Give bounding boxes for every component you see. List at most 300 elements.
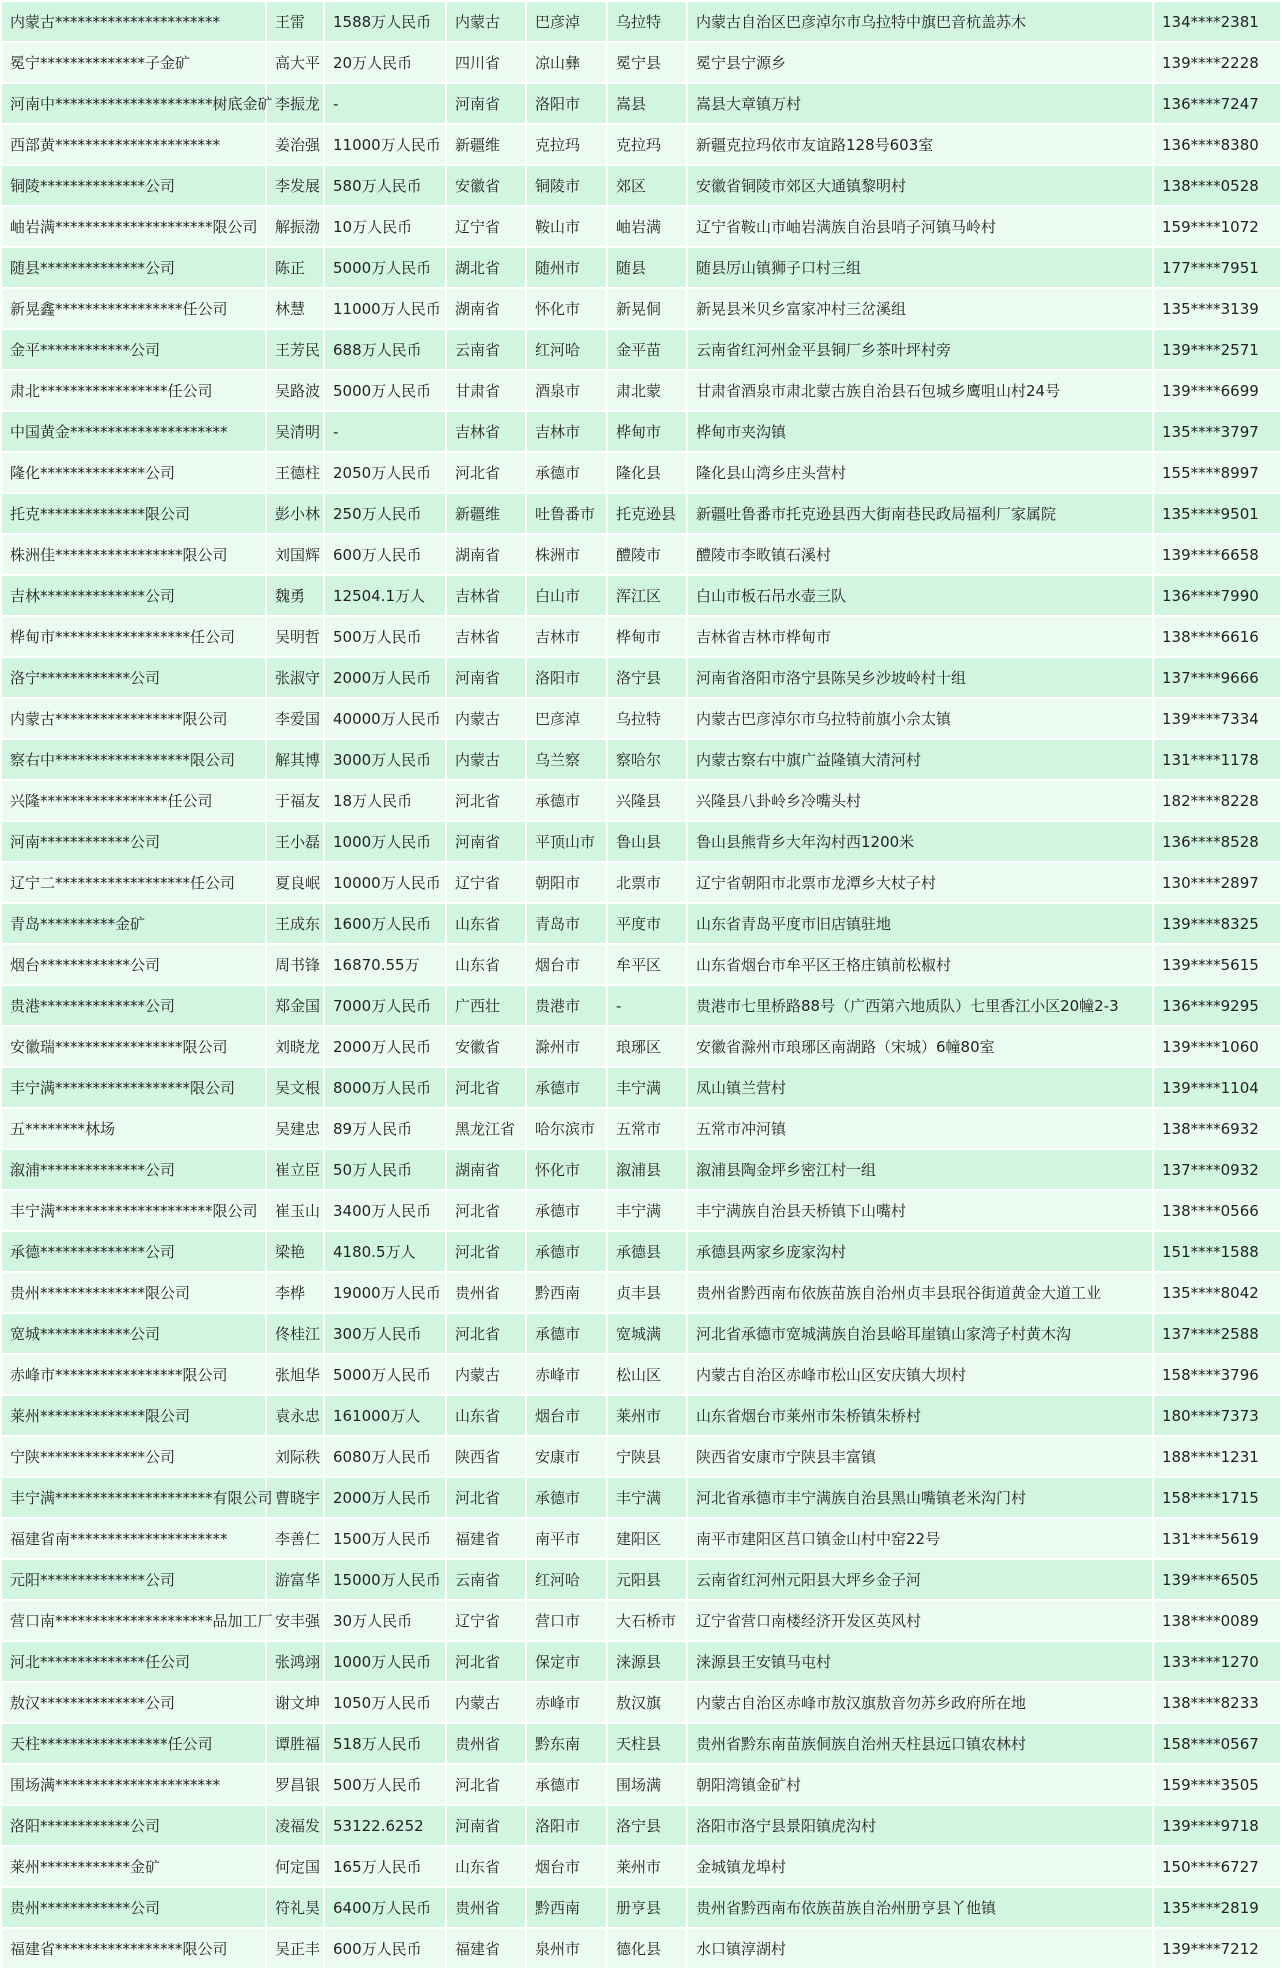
legal-person-cell: 高大平 — [266, 42, 324, 83]
company-name-cell: 丰宁满******************限公司 — [1, 1067, 266, 1108]
city-cell: 吐鲁番市 — [526, 493, 607, 534]
address-cell: 随县厉山镇狮子口村三组 — [687, 247, 1153, 288]
phone-cell: 136****9295 — [1153, 985, 1281, 1026]
table-row — [1, 411, 1281, 452]
province-cell: 陕西省 — [446, 1436, 526, 1477]
company-name-cell: 肃北*****************任公司 — [1, 370, 266, 411]
legal-person-cell: 李爱国 — [266, 698, 324, 739]
legal-person-cell: 崔玉山 — [266, 1190, 324, 1231]
table-row — [1, 985, 1281, 1026]
company-name-cell: 内蒙古********************** — [1, 1, 266, 42]
province-cell: 湖南省 — [446, 1149, 526, 1190]
legal-person-cell: 王小磊 — [266, 821, 324, 862]
province-cell: 四川省 — [446, 42, 526, 83]
table-row — [1, 42, 1281, 83]
company-name-cell: 河南中*********************树底金矿 — [1, 83, 266, 124]
registered-capital-cell: 580万人民币 — [324, 165, 446, 206]
company-name-cell: 宽城************公司 — [1, 1313, 266, 1354]
phone-cell: 139****8325 — [1153, 903, 1281, 944]
province-cell: 安徽省 — [446, 165, 526, 206]
province-cell: 湖北省 — [446, 247, 526, 288]
table-row — [1, 1190, 1281, 1231]
legal-person-cell: 游富华 — [266, 1559, 324, 1600]
city-cell: 赤峰市 — [526, 1682, 607, 1723]
table-row — [1, 1764, 1281, 1805]
address-cell: 水口镇淳湖村 — [687, 1928, 1153, 1969]
registered-capital-cell: 10万人民币 — [324, 206, 446, 247]
address-cell: 辽宁省鞍山市岫岩满族自治县哨子河镇马岭村 — [687, 206, 1153, 247]
province-cell: 内蒙古 — [446, 1354, 526, 1395]
address-cell: 辽宁省营口南楼经济开发区英风村 — [687, 1600, 1153, 1641]
province-cell: 河北省 — [446, 1764, 526, 1805]
province-cell: 河南省 — [446, 83, 526, 124]
legal-person-cell: 刘晓龙 — [266, 1026, 324, 1067]
address-cell: 金城镇龙埠村 — [687, 1846, 1153, 1887]
registered-capital-cell: 8000万人民币 — [324, 1067, 446, 1108]
company-name-cell: 冕宁**************子金矿 — [1, 42, 266, 83]
registered-capital-cell: 518万人民币 — [324, 1723, 446, 1764]
city-cell: 赤峰市 — [526, 1354, 607, 1395]
city-cell: 巴彦淖 — [526, 698, 607, 739]
phone-cell: 180****7373 — [1153, 1395, 1281, 1436]
address-cell: 内蒙古自治区赤峰市敖汉旗敖音勿苏乡政府所在地 — [687, 1682, 1153, 1723]
legal-person-cell: 谢文坤 — [266, 1682, 324, 1723]
county-cell: 乌拉特 — [607, 1, 687, 42]
legal-person-cell: 吴正丰 — [266, 1928, 324, 1969]
address-cell: 南平市建阳区莒口镇金山村中窑22号 — [687, 1518, 1153, 1559]
legal-person-cell: 何定国 — [266, 1846, 324, 1887]
province-cell: 云南省 — [446, 329, 526, 370]
province-cell: 内蒙古 — [446, 1682, 526, 1723]
legal-person-cell: 周书锋 — [266, 944, 324, 985]
city-cell: 泉州市 — [526, 1928, 607, 1969]
company-name-cell: 河南************公司 — [1, 821, 266, 862]
province-cell: 内蒙古 — [446, 739, 526, 780]
province-cell: 山东省 — [446, 1395, 526, 1436]
city-cell: 安康市 — [526, 1436, 607, 1477]
table-row — [1, 1477, 1281, 1518]
address-cell: 新晃县米贝乡富家冲村三岔溪组 — [687, 288, 1153, 329]
legal-person-cell: 李善仁 — [266, 1518, 324, 1559]
phone-cell: 135****8042 — [1153, 1272, 1281, 1313]
company-name-cell: 福建省*****************限公司 — [1, 1928, 266, 1969]
phone-cell: 137****2588 — [1153, 1313, 1281, 1354]
legal-person-cell: 刘国辉 — [266, 534, 324, 575]
county-cell: 宁陕县 — [607, 1436, 687, 1477]
county-cell: 克拉玛 — [607, 124, 687, 165]
legal-person-cell: 郑金国 — [266, 985, 324, 1026]
legal-person-cell: 解其博 — [266, 739, 324, 780]
company-name-cell: 桦甸市******************任公司 — [1, 616, 266, 657]
phone-cell: 159****1072 — [1153, 206, 1281, 247]
company-name-cell: 敖汉**************公司 — [1, 1682, 266, 1723]
province-cell: 广西壮 — [446, 985, 526, 1026]
company-name-cell: 金平************公司 — [1, 329, 266, 370]
registered-capital-cell: 688万人民币 — [324, 329, 446, 370]
phone-cell: 139****1104 — [1153, 1067, 1281, 1108]
city-cell: 承德市 — [526, 1190, 607, 1231]
company-name-cell: 天柱*****************任公司 — [1, 1723, 266, 1764]
company-name-cell: 丰宁满*********************限公司 — [1, 1190, 266, 1231]
city-cell: 吉林市 — [526, 616, 607, 657]
phone-cell: 138****6616 — [1153, 616, 1281, 657]
table-row — [1, 1887, 1281, 1928]
company-name-cell: 青岛**********金矿 — [1, 903, 266, 944]
address-cell: 贵州省黔西南布依族苗族自治州贞丰县珉谷街道黄金大道工业 — [687, 1272, 1153, 1313]
address-cell: 新疆克拉玛依市友谊路128号603室 — [687, 124, 1153, 165]
county-cell: 新晃侗 — [607, 288, 687, 329]
county-cell: 莱州市 — [607, 1846, 687, 1887]
table-row — [1, 821, 1281, 862]
phone-cell: 177****7951 — [1153, 247, 1281, 288]
table-row — [1, 83, 1281, 124]
address-cell: 云南省红河州金平县铜厂乡茶叶坪村旁 — [687, 329, 1153, 370]
address-cell: 河北省承德市宽城满族自治县峪耳崖镇山家湾子村黄木沟 — [687, 1313, 1153, 1354]
address-cell: 鲁山县熊背乡大年沟村西1200米 — [687, 821, 1153, 862]
legal-person-cell: 姜治强 — [266, 124, 324, 165]
legal-person-cell: 王雷 — [266, 1, 324, 42]
legal-person-cell: 吴明哲 — [266, 616, 324, 657]
company-name-cell: 随县**************公司 — [1, 247, 266, 288]
city-cell: 营口市 — [526, 1600, 607, 1641]
phone-cell: 158****1715 — [1153, 1477, 1281, 1518]
address-cell: 隆化县山湾乡庄头营村 — [687, 452, 1153, 493]
city-cell: 克拉玛 — [526, 124, 607, 165]
city-cell: 鞍山市 — [526, 206, 607, 247]
company-name-cell: 吉林**************公司 — [1, 575, 266, 616]
company-name-cell: 溆浦**************公司 — [1, 1149, 266, 1190]
city-cell: 烟台市 — [526, 944, 607, 985]
city-cell: 红河哈 — [526, 1559, 607, 1600]
phone-cell: 138****8233 — [1153, 1682, 1281, 1723]
province-cell: 河北省 — [446, 1067, 526, 1108]
phone-cell: 155****8997 — [1153, 452, 1281, 493]
legal-person-cell: 谭胜福 — [266, 1723, 324, 1764]
address-cell: 丰宁满族自治县天桥镇下山嘴村 — [687, 1190, 1153, 1231]
company-name-cell: 莱州************金矿 — [1, 1846, 266, 1887]
phone-cell: 130****2897 — [1153, 862, 1281, 903]
city-cell: 承德市 — [526, 1477, 607, 1518]
province-cell: 河南省 — [446, 1805, 526, 1846]
address-cell: 甘肃省酒泉市肃北蒙古族自治县石包城乡鹰咀山村24号 — [687, 370, 1153, 411]
registered-capital-cell: 1000万人民币 — [324, 1641, 446, 1682]
company-name-cell: 河北**************任公司 — [1, 1641, 266, 1682]
phone-cell: 139****6658 — [1153, 534, 1281, 575]
phone-cell: 133****1270 — [1153, 1641, 1281, 1682]
phone-cell: 137****9666 — [1153, 657, 1281, 698]
phone-cell: 188****1231 — [1153, 1436, 1281, 1477]
city-cell: 洛阳市 — [526, 657, 607, 698]
phone-cell: 138****6932 — [1153, 1108, 1281, 1149]
province-cell: 山东省 — [446, 1846, 526, 1887]
phone-cell: 139****7334 — [1153, 698, 1281, 739]
company-name-cell: 承德**************公司 — [1, 1231, 266, 1272]
phone-cell: 138****0528 — [1153, 165, 1281, 206]
city-cell: 洛阳市 — [526, 1805, 607, 1846]
city-cell: 承德市 — [526, 1231, 607, 1272]
city-cell: 南平市 — [526, 1518, 607, 1559]
province-cell: 甘肃省 — [446, 370, 526, 411]
table-row — [1, 1026, 1281, 1067]
table-row — [1, 1600, 1281, 1641]
registered-capital-cell: 6400万人民币 — [324, 1887, 446, 1928]
address-cell: 内蒙古自治区赤峰市松山区安庆镇大坝村 — [687, 1354, 1153, 1395]
registered-capital-cell: 3000万人民币 — [324, 739, 446, 780]
county-cell: 五常市 — [607, 1108, 687, 1149]
registered-capital-cell: 10000万人民币 — [324, 862, 446, 903]
county-cell: 岫岩满 — [607, 206, 687, 247]
phone-cell: 136****7990 — [1153, 575, 1281, 616]
county-cell: 冕宁县 — [607, 42, 687, 83]
province-cell: 云南省 — [446, 1559, 526, 1600]
company-name-cell: 营口南*********************品加工厂 — [1, 1600, 266, 1641]
phone-cell: 182****8228 — [1153, 780, 1281, 821]
registered-capital-cell: 1000万人民币 — [324, 821, 446, 862]
legal-person-cell: 袁永忠 — [266, 1395, 324, 1436]
registered-capital-cell: 5000万人民币 — [324, 1354, 446, 1395]
company-name-cell: 宁陕**************公司 — [1, 1436, 266, 1477]
address-cell: 山东省烟台市莱州市朱桥镇朱桥村 — [687, 1395, 1153, 1436]
company-name-cell: 福建省南********************* — [1, 1518, 266, 1559]
city-cell: 哈尔滨市 — [526, 1108, 607, 1149]
city-cell: 怀化市 — [526, 1149, 607, 1190]
registered-capital-cell: 12504.1万人 — [324, 575, 446, 616]
legal-person-cell: 彭小林 — [266, 493, 324, 534]
table-row — [1, 1313, 1281, 1354]
county-cell: 托克逊县 — [607, 493, 687, 534]
company-name-cell: 隆化**************公司 — [1, 452, 266, 493]
table-row — [1, 1067, 1281, 1108]
phone-cell: 139****2228 — [1153, 42, 1281, 83]
address-cell: 河北省承德市丰宁满族自治县黑山嘴镇老米沟门村 — [687, 1477, 1153, 1518]
city-cell: 朝阳市 — [526, 862, 607, 903]
city-cell: 随州市 — [526, 247, 607, 288]
county-cell: 随县 — [607, 247, 687, 288]
address-cell: 兴隆县八卦岭乡冷嘴头村 — [687, 780, 1153, 821]
city-cell: 承德市 — [526, 1313, 607, 1354]
address-cell: 安徽省铜陵市郊区大通镇黎明村 — [687, 165, 1153, 206]
table-row — [1, 1272, 1281, 1313]
registered-capital-cell: 16870.55万 — [324, 944, 446, 985]
table-row — [1, 1805, 1281, 1846]
phone-cell: 136****7247 — [1153, 83, 1281, 124]
address-cell: 涞源县王安镇马屯村 — [687, 1641, 1153, 1682]
address-cell: 醴陵市李畋镇石溪村 — [687, 534, 1153, 575]
city-cell: 保定市 — [526, 1641, 607, 1682]
table-row — [1, 1, 1281, 42]
province-cell: 河北省 — [446, 1477, 526, 1518]
registered-capital-cell: 11000万人民币 — [324, 288, 446, 329]
table-row — [1, 1231, 1281, 1272]
province-cell: 安徽省 — [446, 1026, 526, 1067]
registered-capital-cell: - — [324, 83, 446, 124]
legal-person-cell: 罗昌银 — [266, 1764, 324, 1805]
table-row — [1, 1682, 1281, 1723]
city-cell: 吉林市 — [526, 411, 607, 452]
table-row — [1, 124, 1281, 165]
registered-capital-cell: 250万人民币 — [324, 493, 446, 534]
phone-cell: 136****8380 — [1153, 124, 1281, 165]
registered-capital-cell: 1588万人民币 — [324, 1, 446, 42]
city-cell: 黔西南 — [526, 1887, 607, 1928]
table-row — [1, 1149, 1281, 1190]
table-row — [1, 247, 1281, 288]
table-row — [1, 944, 1281, 985]
county-cell: 郊区 — [607, 165, 687, 206]
company-name-cell: 株洲佳*****************限公司 — [1, 534, 266, 575]
county-cell: 洛宁县 — [607, 1805, 687, 1846]
province-cell: 吉林省 — [446, 616, 526, 657]
city-cell: 黔西南 — [526, 1272, 607, 1313]
legal-person-cell: 解振渤 — [266, 206, 324, 247]
table-row — [1, 1354, 1281, 1395]
company-name-cell: 莱州**************限公司 — [1, 1395, 266, 1436]
table-row — [1, 739, 1281, 780]
table-row — [1, 165, 1281, 206]
table-row — [1, 1846, 1281, 1887]
registered-capital-cell: 7000万人民币 — [324, 985, 446, 1026]
county-cell: 桦甸市 — [607, 616, 687, 657]
table-row — [1, 206, 1281, 247]
registered-capital-cell: 300万人民币 — [324, 1313, 446, 1354]
city-cell: 承德市 — [526, 452, 607, 493]
county-cell: 围场满 — [607, 1764, 687, 1805]
phone-cell: 139****1060 — [1153, 1026, 1281, 1067]
address-cell: 洛阳市洛宁县景阳镇虎沟村 — [687, 1805, 1153, 1846]
city-cell: 青岛市 — [526, 903, 607, 944]
registered-capital-cell: 6080万人民币 — [324, 1436, 446, 1477]
county-cell: 建阳区 — [607, 1518, 687, 1559]
province-cell: 河北省 — [446, 1641, 526, 1682]
legal-person-cell: 陈正 — [266, 247, 324, 288]
province-cell: 河北省 — [446, 1231, 526, 1272]
company-name-cell: 丰宁满*********************有限公司 — [1, 1477, 266, 1518]
legal-person-cell: 符礼昊 — [266, 1887, 324, 1928]
address-cell: 新疆吐鲁番市托克逊县西大街南巷民政局福利厂家属院 — [687, 493, 1153, 534]
company-name-cell: 托克**************限公司 — [1, 493, 266, 534]
city-cell: 铜陵市 — [526, 165, 607, 206]
company-name-cell: 元阳**************公司 — [1, 1559, 266, 1600]
address-cell: 凤山镇兰营村 — [687, 1067, 1153, 1108]
county-cell: 松山区 — [607, 1354, 687, 1395]
legal-person-cell: 张淑守 — [266, 657, 324, 698]
city-cell: 洛阳市 — [526, 83, 607, 124]
county-cell: 肃北蒙 — [607, 370, 687, 411]
legal-person-cell: 张旭华 — [266, 1354, 324, 1395]
registered-capital-cell: 161000万人 — [324, 1395, 446, 1436]
phone-cell: 151****1588 — [1153, 1231, 1281, 1272]
city-cell: 黔东南 — [526, 1723, 607, 1764]
phone-cell: 139****9718 — [1153, 1805, 1281, 1846]
county-cell: 兴隆县 — [607, 780, 687, 821]
table-row — [1, 657, 1281, 698]
company-name-cell: 兴隆*****************任公司 — [1, 780, 266, 821]
county-cell: 丰宁满 — [607, 1067, 687, 1108]
registered-capital-cell: 2000万人民币 — [324, 1477, 446, 1518]
phone-cell: 131****1178 — [1153, 739, 1281, 780]
province-cell: 辽宁省 — [446, 206, 526, 247]
legal-person-cell: 张鸿翊 — [266, 1641, 324, 1682]
legal-person-cell: 佟桂江 — [266, 1313, 324, 1354]
province-cell: 内蒙古 — [446, 1, 526, 42]
province-cell: 新疆维 — [446, 493, 526, 534]
county-cell: 承德县 — [607, 1231, 687, 1272]
registered-capital-cell: 500万人民币 — [324, 616, 446, 657]
registered-capital-cell: 30万人民币 — [324, 1600, 446, 1641]
phone-cell: 158****3796 — [1153, 1354, 1281, 1395]
province-cell: 山东省 — [446, 903, 526, 944]
legal-person-cell: 吴清明 — [266, 411, 324, 452]
city-cell: 乌兰察 — [526, 739, 607, 780]
province-cell: 河北省 — [446, 1313, 526, 1354]
province-cell: 贵州省 — [446, 1272, 526, 1313]
phone-cell: 139****6699 — [1153, 370, 1281, 411]
registered-capital-cell: 600万人民币 — [324, 1928, 446, 1969]
phone-cell: 139****2571 — [1153, 329, 1281, 370]
city-cell: 怀化市 — [526, 288, 607, 329]
registered-capital-cell: 19000万人民币 — [324, 1272, 446, 1313]
city-cell: 承德市 — [526, 1764, 607, 1805]
address-cell: 吉林省吉林市桦甸市 — [687, 616, 1153, 657]
phone-cell: 135****2819 — [1153, 1887, 1281, 1928]
company-name-cell: 察右中******************限公司 — [1, 739, 266, 780]
province-cell: 福建省 — [446, 1928, 526, 1969]
phone-cell: 135****9501 — [1153, 493, 1281, 534]
table-row — [1, 1436, 1281, 1477]
registered-capital-cell: 4180.5万人 — [324, 1231, 446, 1272]
phone-cell: 138****0089 — [1153, 1600, 1281, 1641]
company-name-cell: 铜陵**************公司 — [1, 165, 266, 206]
registered-capital-cell: 20万人民币 — [324, 42, 446, 83]
address-cell: 溆浦县陶金坪乡密江村一组 — [687, 1149, 1153, 1190]
province-cell: 河北省 — [446, 780, 526, 821]
company-name-cell: 西部黄********************** — [1, 124, 266, 165]
county-cell: 大石桥市 — [607, 1600, 687, 1641]
address-cell: 白山市板石吊水壶三队 — [687, 575, 1153, 616]
table-row — [1, 780, 1281, 821]
legal-person-cell: 凌福发 — [266, 1805, 324, 1846]
registered-capital-cell: 1050万人民币 — [324, 1682, 446, 1723]
legal-person-cell: 梁艳 — [266, 1231, 324, 1272]
registered-capital-cell: - — [324, 411, 446, 452]
legal-person-cell: 刘际秩 — [266, 1436, 324, 1477]
city-cell: 平顶山市 — [526, 821, 607, 862]
city-cell: 贵港市 — [526, 985, 607, 1026]
table-row — [1, 493, 1281, 534]
county-cell: 溆浦县 — [607, 1149, 687, 1190]
county-cell: 涞源县 — [607, 1641, 687, 1682]
table-row — [1, 698, 1281, 739]
address-cell: 贵州省黔东南苗族侗族自治州天柱县远口镇农林村 — [687, 1723, 1153, 1764]
city-cell: 烟台市 — [526, 1846, 607, 1887]
county-cell: 鲁山县 — [607, 821, 687, 862]
address-cell: 桦甸市夹沟镇 — [687, 411, 1153, 452]
county-cell: 贞丰县 — [607, 1272, 687, 1313]
province-cell: 贵州省 — [446, 1887, 526, 1928]
legal-person-cell: 王德柱 — [266, 452, 324, 493]
phone-cell: 159****3505 — [1153, 1764, 1281, 1805]
registered-capital-cell: 500万人民币 — [324, 1764, 446, 1805]
legal-person-cell: 夏良岷 — [266, 862, 324, 903]
registered-capital-cell: 5000万人民币 — [324, 370, 446, 411]
phone-cell: 131****5619 — [1153, 1518, 1281, 1559]
registered-capital-cell: 53122.6252 — [324, 1805, 446, 1846]
county-cell: 桦甸市 — [607, 411, 687, 452]
registered-capital-cell: 18万人民币 — [324, 780, 446, 821]
county-cell: 浑江区 — [607, 575, 687, 616]
table-row — [1, 534, 1281, 575]
phone-cell: 138****0566 — [1153, 1190, 1281, 1231]
